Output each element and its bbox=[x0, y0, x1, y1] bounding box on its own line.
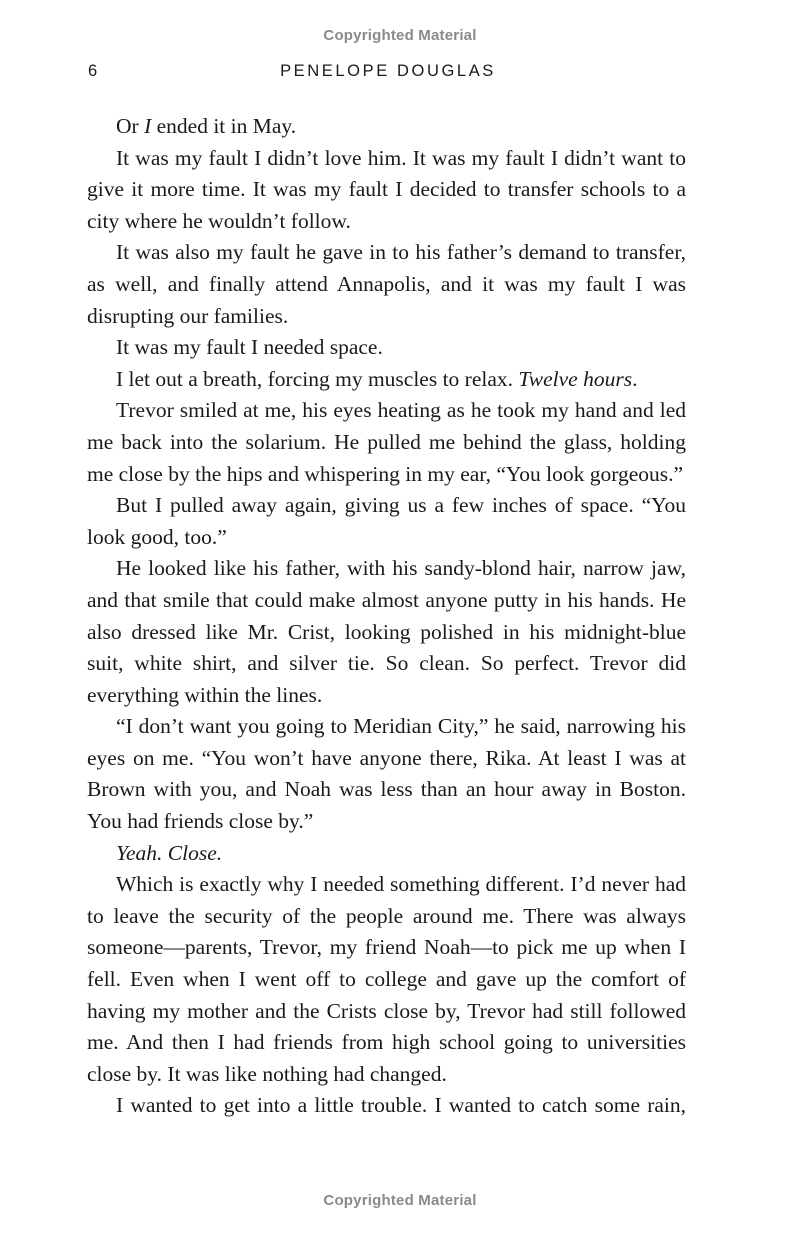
paragraph: He looked like his father, with his sandy-blond hair, narrow jaw, and that smile that could make almost anyone putty in his hands. He also dressed like Mr. Crist, looking polished in his midnight-blue suit, white shirt, and silver tie. So clean. So perfect. Trevor did everything within the lines. bbox=[87, 556, 686, 707]
page-number: 6 bbox=[88, 62, 99, 80]
paragraph: Which is exactly why I needed something different. I’d never had to leave the security of the people around me. There was always someone—parents, Trevor, my friend Noah—to pick me up when I fell. Even when I went off to college and gave up the comfort of having my mother and the Crists close by, Trevor had still followed me. And then I had friends from high school going to universities close by. It was like nothing had changed. bbox=[87, 872, 686, 1086]
paragraph: It was my fault I didn’t love him. It was my fault I didn’t want to give it more time. It was my fault I decided to transfer schools to a city where he wouldn’t follow. bbox=[87, 145, 686, 233]
emphasis: I bbox=[144, 114, 152, 138]
paragraph: Or I ended it in May. bbox=[116, 114, 297, 138]
paragraph: But I pulled away again, giving us a few inches of space. “You look good, too.” bbox=[87, 493, 686, 549]
paragraph bbox=[87, 838, 686, 870]
paragraph: It was my fault I needed space. bbox=[116, 335, 383, 360]
paragraph: Trevor smiled at me, his eyes heating as he took my hand and led me back into the solarium. He pulled me behind the glass, holding me close by the hips and whispering in my ear, “You look gorgeous.” bbox=[87, 398, 686, 486]
paragraph: “I don’t want you going to Meridian City,” he said, narrowing his eyes on me. “You won’t have anyone there, Rika. At least I was at Brown with you, and Noah was less than an hour away in Boston. You had friends close by.” bbox=[87, 714, 686, 834]
emphasis: Twelve hours bbox=[518, 366, 633, 391]
paragraph: I wanted to get into a little trouble. I wanted to catch some rain, bbox=[116, 1093, 686, 1118]
paragraph: I let out a breath, forcing my muscles to relax. Twelve hours. bbox=[116, 366, 638, 391]
emphasis: Yeah. Close. bbox=[116, 840, 223, 865]
watermark-top: Copyrighted Material bbox=[323, 27, 477, 44]
watermark-bottom: Copyrighted Material bbox=[323, 1192, 477, 1209]
running-head bbox=[88, 62, 688, 86]
paragraph: It was also my fault he gave in to his father’s demand to transfer, as well, and finally attend Annapolis, and it was my fault I was disrupting our families. bbox=[87, 240, 686, 328]
author-name: PENELOPE DOUGLAS bbox=[280, 62, 496, 80]
body-text bbox=[87, 111, 686, 1122]
